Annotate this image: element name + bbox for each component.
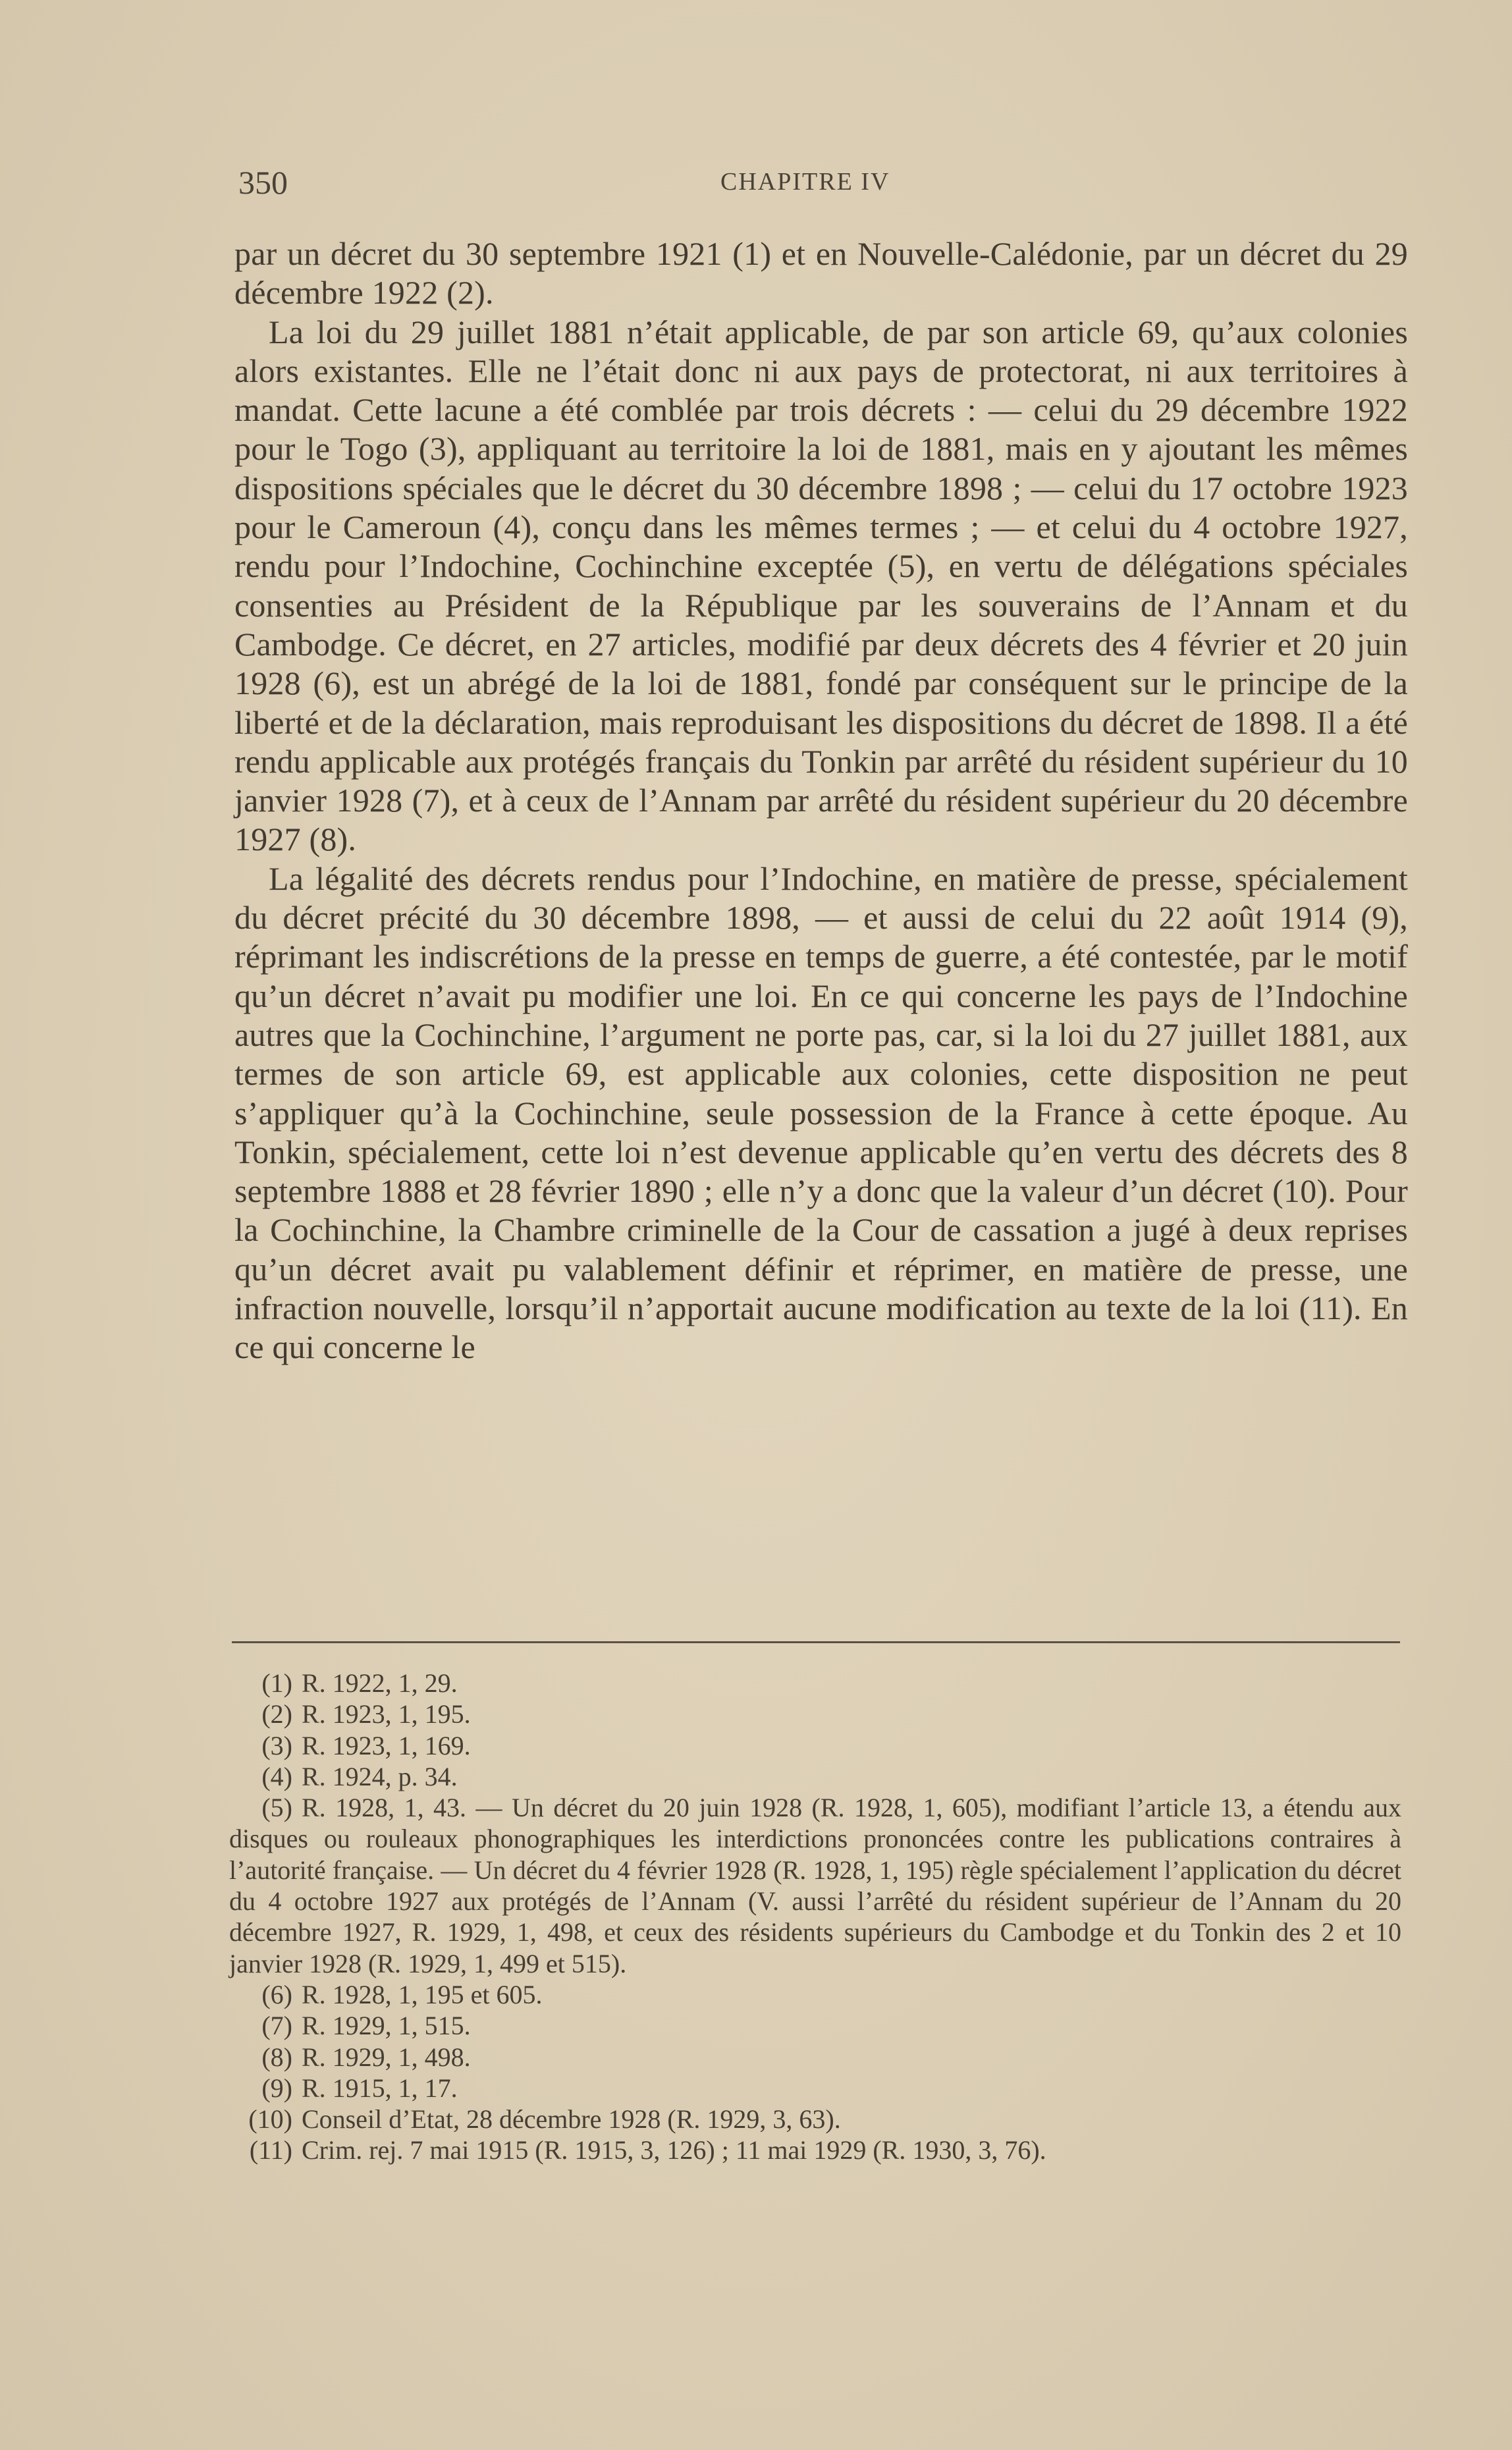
footnote [229, 2010, 1401, 2041]
footnote-text: R. 1928, 1, 43. — Un décret du 20 juin 1928 (R. 1928, 1, 605), modifiant l’article 13, a étendu aux disques ou rouleaux phonographiques les interdictions prononcées contre les publications contraires à l’autorité française. — Un décret du 4 février 1928 (R. 1928, 1, 195) règle spécialement l’application du décret du 4 octobre 1927 aux protégés de l’Annam (V. aussi l’arrêté du résident supérieur de l’Annam du 20 décembre 1927, R. 1929, 1, 498, et ceux des résidents supérieurs du Cambodge et du Tonkin des 2 et 10 janvier 1928 (R. 1929, 1, 499 et 515). [229, 1793, 1401, 1978]
footnote [229, 2042, 1401, 2073]
footnote-number: (7) [261, 2011, 292, 2041]
footnote [229, 1668, 1401, 1699]
footnote-text: R. 1929, 1, 515. [302, 2011, 471, 2041]
footnote-text: R. 1915, 1, 17. [302, 2073, 458, 2103]
page-header [238, 163, 1404, 203]
footnote-number: (1) [261, 1668, 292, 1698]
footnote-number: (6) [261, 1979, 292, 2009]
footnote-text: R. 1923, 1, 195. [302, 1699, 471, 1729]
footnote-number: (8) [261, 2042, 292, 2072]
footnote [229, 2104, 1401, 2135]
footnote [229, 2073, 1401, 2104]
footnote [229, 1792, 1401, 1979]
paragraph: La loi du 29 juillet 1881 n’était applicable, de par son article 69, qu’aux colonies alors existantes. Elle ne l’était donc ni aux pays de protectorat, ni aux territoires à mandat. Cette lacune a été comblée par trois décrets : — celui du 29 décembre 1922 pour le Togo (3), appliquant au territoire la loi de 1881, mais en y ajoutant les mêmes dispositions spéciales que le décret du 30 décembre 1898 ; — celui du 17 octobre 1923 pour le Cameroun (4), conçu dans les mêmes termes ; — et celui du 4 octobre 1927, rendu pour l’Indochine, Cochinchine exceptée (5), en vertu de délégations spéciales consenties au Président de la République par les souverains de l’Annam et du Cambodge. Ce décret, en 27 articles, modifié par deux décrets des 4 février et 20 juin 1928 (6), est un abrégé de la loi de 1881, fondé par conséquent sur le principe de la liberté et de la déclaration, mais reproduisant les dispositions du décret de 1898. Il a été rendu applicable aux protégés français du Tonkin par arrêté du résident supérieur du 10 janvier 1928 (7), et à ceux de l’Annam par arrêté du résident supérieur du 20 décembre 1927 (8). [234, 313, 1408, 858]
footnote-number: (10) [248, 2104, 292, 2135]
page-number: 350 [238, 164, 288, 201]
footnote [229, 2135, 1401, 2165]
paragraph: par un décret du 30 septembre 1921 (1) et en Nouvelle-Calédonie, par un décret du 29 décembre 1922 (2). [234, 235, 1408, 312]
footnote-text: R. 1929, 1, 498. [302, 2042, 471, 2072]
footnote-number: (11) [249, 2135, 292, 2165]
footnotes [229, 1668, 1401, 2166]
footnote-number: (4) [261, 1761, 292, 1791]
footnote-text: Crim. rej. 7 mai 1915 (R. 1915, 3, 126) ; 11 mai 1929 (R. 1930, 3, 76). [302, 2135, 1046, 2165]
footnote-number: (3) [261, 1730, 292, 1760]
footnote-text: R. 1922, 1, 29. [302, 1668, 458, 1698]
footnote [229, 1730, 1401, 1761]
footnote-divider [232, 1641, 1400, 1643]
footnote-text: R. 1928, 1, 195 et 605. [302, 1979, 543, 2009]
footnote-text: R. 1924, p. 34. [302, 1761, 458, 1791]
footnote-number: (5) [261, 1793, 292, 1823]
main-text [234, 234, 1408, 1367]
running-head: CHAPITRE IV [720, 168, 890, 196]
footnote [229, 1699, 1401, 1729]
paragraph: La légalité des décrets rendus pour l’Indochine, en matière de presse, spécialement du décret précité du 30 décembre 1898, — et aussi de celui du 22 août 1914 (9), réprimant les indiscrétions de la presse en temps de guerre, a été contestée, par le motif qu’un décret n’avait pu modifier une loi. En ce qui concerne les pays de l’Indochine autres que la Cochinchine, l’argument ne porte pas, car, si la loi du 27 juillet 1881, aux termes de son article 69, est applicable aux colonies, cette disposition ne peut s’appliquer qu’à la Cochinchine, seule possession de la France à cette époque. Au Tonkin, spécialement, cette loi n’est devenue applicable qu’en vertu des décrets des 8 septembre 1888 et 28 février 1890 ; elle n’y a donc que la valeur d’un décret (10). Pour la Cochinchine, la Chambre criminelle de la Cour de cassation a jugé à deux reprises qu’un décret avait pu valablement définir et réprimer, en matière de presse, une infraction nouvelle, lorsqu’il n’apportait aucune modification au texte de la loi (11). En ce qui concerne le [234, 859, 1408, 1366]
footnote [229, 1761, 1401, 1792]
footnote-text: Conseil d’Etat, 28 décembre 1928 (R. 1929, 3, 63). [302, 2104, 841, 2135]
footnote-number: (2) [261, 1699, 292, 1729]
footnote-number: (9) [261, 2073, 292, 2103]
footnote [229, 1979, 1401, 2010]
footnote-text: R. 1923, 1, 169. [302, 1730, 471, 1760]
